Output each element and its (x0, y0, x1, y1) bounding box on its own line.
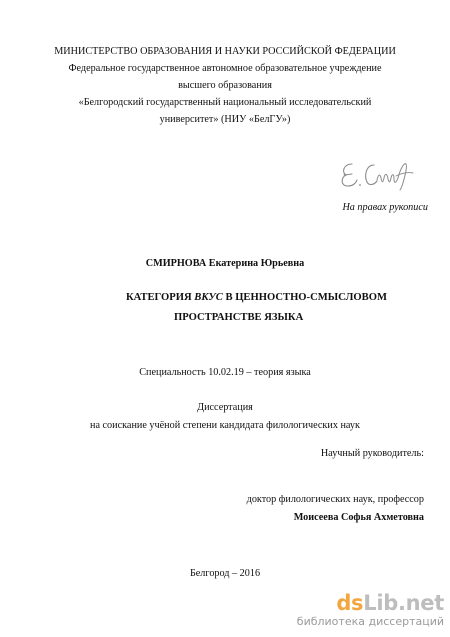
dissertation-purpose: на соискание учёной степени кандидата филологических наук (90, 420, 360, 431)
title-part-2: В ЦЕННОСТНО-СМЫСЛОВОМ (222, 292, 387, 303)
dissertation-label: Диссертация (197, 402, 253, 413)
rights-note: На правах рукописи (342, 202, 428, 213)
title-line-2: ПРОСТРАНСТВЕ ЯЗЫКА (174, 312, 304, 323)
handwritten-signature (338, 158, 414, 192)
institution-line-3: «Белгородский государственный национальный исследовательский (78, 97, 372, 108)
institution-line-1: Федеральное государственное автономное образовательное учреждение (68, 63, 382, 74)
supervisor-degree: доктор филологических наук, профессор (246, 494, 424, 505)
author-name: СМИРНОВА Екатерина Юрьевна (145, 258, 305, 269)
title-part-1: КАТЕГОРИЯ (126, 292, 195, 303)
dslib-watermark (296, 591, 444, 631)
ministry-heading: МИНИСТЕРСТВО ОБРАЗОВАНИЯ И НАУКИ РОССИЙСКОЙ ФЕДЕРАЦИИ (54, 46, 396, 57)
supervisor-name: Моисеева Софья Ахметовна (293, 512, 424, 523)
dslib-logo: dsLib.net (336, 591, 444, 615)
dslib-caption: библиотека диссертаций (296, 615, 444, 628)
place-year: Белгород – 2016 (189, 568, 261, 579)
supervisor-label: Научный руководитель: (320, 448, 424, 459)
specialty: Специальность 10.02.19 – теория языка (139, 367, 311, 378)
title-emphasis: ВКУС (194, 292, 223, 303)
institution-line-2: высшего образования (178, 80, 272, 91)
dissertation-title (126, 291, 387, 325)
institution-line-4: университет» (НИУ «БелГУ») (159, 114, 291, 125)
